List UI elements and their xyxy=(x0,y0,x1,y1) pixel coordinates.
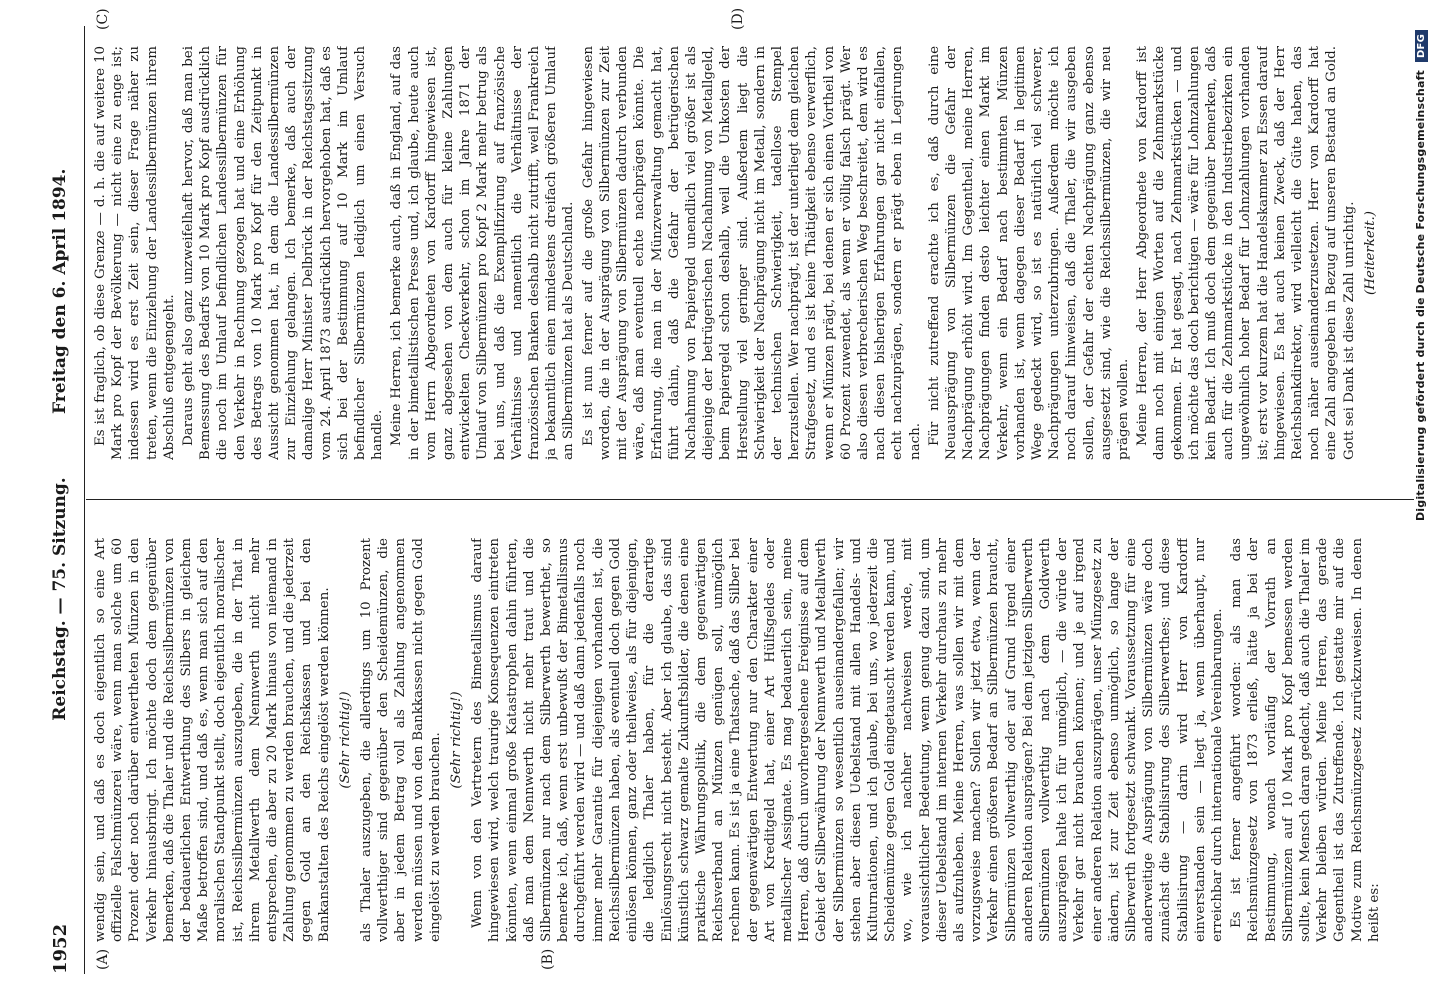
paragraph: als Thaler auszugeben, die allerdings um 10 Prozent vollwerthiger sind gegenüber den Scheidemünzen, die aber in jedem Betrag voll als Zahlung angenommen werden müssen und von den Bankkassen nicht gegen Gold eingelöst zu werden brauchen. xyxy=(359,538,443,942)
interjection: (Sehr richtig!) xyxy=(449,691,465,789)
margin-marker-a: (A) xyxy=(95,948,111,970)
digitization-credit xyxy=(1414,30,1428,970)
paragraph: Es ist nun ferner auf die große Gefahr hingewiesen worden, die in der Ausprägung von Silbermünzen zur Zeit mit der Ausprägung von Silbermünzen dadurch verbunden wäre, daß man eventuell echte nachprägen könnte. Die Erfahrung, die man in der Münzverwaltung gemacht hat, führt dahin, daß die Gefahr der betrügerischen Nachahmung von Papiergeld unendlich viel größer ist als diejenige der betrügerischen Nachahmung von Metallgeld, beim Papiergeld schon deshalb, weil die Unkosten der Herstellung viel geringer sind. Außerdem liegt die Schwierigkeit der Nachprägung nicht im Metall, sondern in der technischen Schwierigkeit, tadellose Stempel herzustellen. Wer nachprägt, ist der unterliegt dem gleichen Strafgesetz, und es ist keine Thätigkeit ebenso verwerflich, wenn er Münzen prägt, bei denen er sich einen Vortheil von 60 Prozent zuwendet, als wenn er völlig falsch prägt. Wer also diesen verbrecherischen Weg beschreitet, dem wird es nach diesen bisherigen Erfahrungen gar nicht einfallen, echt nachzuprägen, sondern er prägt eben in Legirungen nach. xyxy=(580,46,923,460)
paragraph: Wenn von den Vertretern des Bimetallismus darauf hingewiesen wird, welch traurige Konsequenzen eintreten könnten, wenn einmal große Katastrophen dahin führten, daß man dem Nennwerth nicht mehr traut und die Silbermünzen nur nach dem Silberwerth bewerthet, so bemerke ich, daß, wenn erst unbewußt der Bimetallismus durchgeführt werden wird — und daß dann jedenfalls noch immer mehr Garantie für diejenigen vorhanden ist, die Reichssilbermünzen haben, als eventuell doch gegen Gold einlösen können, ganz oder theilweise, als für diejenigen, die lediglich Thaler haben, für die derartige Einlösungsrecht nicht besteht. Aber ich glaube, das sind künstlich schwarz gemalte Zukunftsbilder, die denen eine praktische Währungspolitik, die dem gegenwärtigen Reichsverband an Münzen genügen soll, unmöglich rechnen kann. Es ist ja eine Thatsache, daß das Silber bei der gegenwärtigen Entwertung nur den Charakter einer Art von Kreditgeld hat, einer Art Hülfsgeldes oder metallischer Assignate. Es mag bedauerlich sein, meine Herren, daß durch unvorhergesehene Ereignisse auf dem Gebiet der Silberwährung der Nennwerth und Metallwerth der Silbermünzen so wesentlich auseinandergefallen; wir stehen aber diesen Uebelstand mit allen Handels- und Kulturnationen, und ich glaube, bei uns, wo jederzeit die Scheidemünze gegen Gold eingetauscht werden kann, und wo, wie ich nachher nachweisen werde, mit voraussichtlicher Bedeutung, wenn genug dazu sind, um dieser Uebelstand im internen Verkehr durchaus zu mehr als aufzuheben. Meine Herren, was sollen wir mit dem vorzugsweise machen? Sollen wir jetzt etwa, wenn der Verkehr einen größeren Bedarf an Silbermünzen braucht, Silbermünzen vollwerthig oder auf Grund irgend einer anderen Relation ausprägen? Bei dem jetzigen Silberwerth Silbermünzen vollwerthig nach dem Goldwerth auszuprägen halte ich für unmöglich, — die würde der Verkehr gar nicht brauchen können; und je auf irgend einer anderen Relation auszuprägen, unser Münzgesetz zu ändern, ist zur Zeit ebenso unmöglich, so lange der Silberwerth fortgesetzt schwankt. Voraussetzung für eine anderweitige Ausprägung von Silbermünzen wäre doch zunächst die Stabilisirung des Silberwerthes; und diese Stabilisirung — darin wird Herr von Kardorff einverstanden sein — liegt ja, wenn überhaupt, nur erreichbar durch internationale Vereinbarungen. xyxy=(470,538,1225,942)
page-number: 1952 xyxy=(50,923,71,974)
left-column xyxy=(92,538,1392,942)
paragraph: Daraus geht also ganz unzweifelhaft hervor, daß man bei Bemessung des Bedarfs von 10 Mark pro Kopf ausdrücklich die noch im Umlauf befindlichen Landessilbermünzen für den Verkehr in Rechnung gezogen hat und eine Erhöhung des Betrags von 10 Mark pro Kopf für den Zeitpunkt in Aussicht genommen hat, in dem die Landessilbermünzen zur Einziehung gelangen. Ich bemerke, daß auch der damalige Herr Minister Delbrück in der Reichstagssitzung vom 24. April 1873 ausdrücklich hervorgehoben hat, daß es sich bei der Bestimmung auf 10 Mark im Umlauf befindlicher Silbermünzen lediglich um einen Versuch handle. xyxy=(181,46,386,460)
interjection: (Sehr richtig!) xyxy=(337,691,353,789)
header-rule xyxy=(84,26,85,974)
margin-marker-b: (B) xyxy=(540,948,556,970)
paragraph: Meine Herren, der Herr Abgeordnete von Kardorff ist dann noch mit einigen Worten auf die Zehnmarkstücke gekommen. Er hat gesagt, nach Zehnmarkstücken — und ich möchte das doch berichtigen — wäre für Lohnzahlungen kein Bedarf. Ich muß doch dem gegenüber bemerken, daß auch für die Zehnmarkstücke in den Industriebezirken ein ungewöhnlich hoher Bedarf für Lohnzahlungen vorhanden ist; erst vor kurzem hat die Handelskammer zu Essen darauf hingewiesen. Es hat auch keinen Zweck, daß der Herr Reichsbankdirektor, wird vielleicht die Güte haben, das noch näher auseinanderzusetzen. Herr von Kardorff hat eine Zahl angegeben in Bezug auf unseren Bestand an Gold. Gott sei Dank ist diese Zahl unrichtig. xyxy=(1135,46,1357,460)
interjection: (Heiterkeit.) xyxy=(1362,211,1378,295)
quotation: Es ist fraglich, ob diese Grenze — d. h. die auf weitere 10 Mark pro Kopf der Bevölkerung — nicht eine zu enge ist; indessen wird es erst Zeit sein, dieser Frage näher zu treten, wenn die Einziehung der Landessilbermünzen ihrem Abschluß entgegengeht. xyxy=(93,46,177,460)
page-header xyxy=(44,26,82,974)
right-column xyxy=(92,46,1392,460)
margin-marker-c: (C) xyxy=(95,8,111,30)
paragraph: Es ist ferner angeführt worden: als man das Reichsmünzgesetz von 1873 erließ, hätte ja bei der Bestimmung, wonach vorläufig der Vorrath an Silbermünzen auf 10 Mark pro Kopf bemessen werden sollte, kein Mensch daran gedacht, daß auch die Thaler im Verkehr bleiben würden. Meine Herren, das gerade Gegentheil ist das Zutreffende. Ich gestatte mir auf die Motive zum Reichsmünzgesetz zurückzuweisen. In denen heißt es: xyxy=(1229,538,1382,942)
paragraph: Meine Herren, ich bemerke auch, daß in England, auf das in der bimetallistischen Presse und, ich glaube, heute auch vom Herrn Abgeordneten von Kardorff hingewiesen ist, ganz abgesehen von dem auch für kleine Zahlungen entwickelten Checkverkehr, schon im Jahre 1871 der Umlauf von Silbermünzen pro Kopf 2 Mark mehr betrug als bei uns, und daß die Exemplifizirung auf französische Verhältnisse und namentlich die Verhältnisse der französischen Banken deshalb nicht zutrifft, weil Frankreich ja bekanntlich einen mindestens dreifach größeren Umlauf an Silbermünzen hat als Deutschland. xyxy=(389,46,577,460)
header-date: Freitag den 6. April 1894. xyxy=(50,168,70,414)
credit-text: Digitalisierung gefördert durch die Deutsche Forschungsgemeinschaft xyxy=(1414,69,1427,522)
column-divider xyxy=(86,499,1414,500)
paragraph: wendig sein, und daß es doch eigentlich so eine Art offizielle Falschmünzerei wäre, wenn man solche um 60 Prozent oder noch darüber entwertheten Münzen in den Verkehr hinausbringt. Ich möchte doch dem gegenüber bemerken, daß die Thaler und die Reichssilbermünzen von der bedauerlichen Entwerthung des Silbers in gleichem Maße betroffen sind, und daß es, wenn man sich auf den moralischen Standpunkt stellt, doch eigentlich moralischer ist, Reichssilbermünzen auszugeben, die in der That in ihrem Metallwerth dem Nennwerth nicht mehr entsprechen, die aber zu 20 Mark hinaus von niemand in Zahlung genommen zu werden brauchen, und die jederzeit gegen Gold an den Reichskassen und bei den Bankanstalten des Reichs eingelöst werden können. xyxy=(93,538,332,942)
paragraph: Für nicht zutreffend erachte ich es, daß durch eine Neuausprägung von Silbermünzen die Gefahr der Nachprägung erhöht wird. Im Gegentheil, meine Herren, Nachprägungen finden desto leichter einen Markt im Verkehr, wenn ein Bedarf nach bestimmten Münzen vorhanden ist, wenn dagegen dieser Bedarf in legitimen Wege gedeckt wird, so ist es natürlich viel schwerer, Nachprägungen unterzubringen. Außerdem möchte ich noch darauf hinweisen, daß die Thaler, die wir ausgeben sollen, der Gefahr der echten Nachprägung ganz ebenso ausgesetzt sind, wie die Reichssilbermünzen, die wir neu prägen wollen. xyxy=(926,46,1131,460)
dfg-logo: DFG xyxy=(1415,30,1428,62)
header-chamber: Reichstag. — 75. Sitzung. xyxy=(50,477,70,721)
margin-marker-d: (D) xyxy=(730,7,746,30)
